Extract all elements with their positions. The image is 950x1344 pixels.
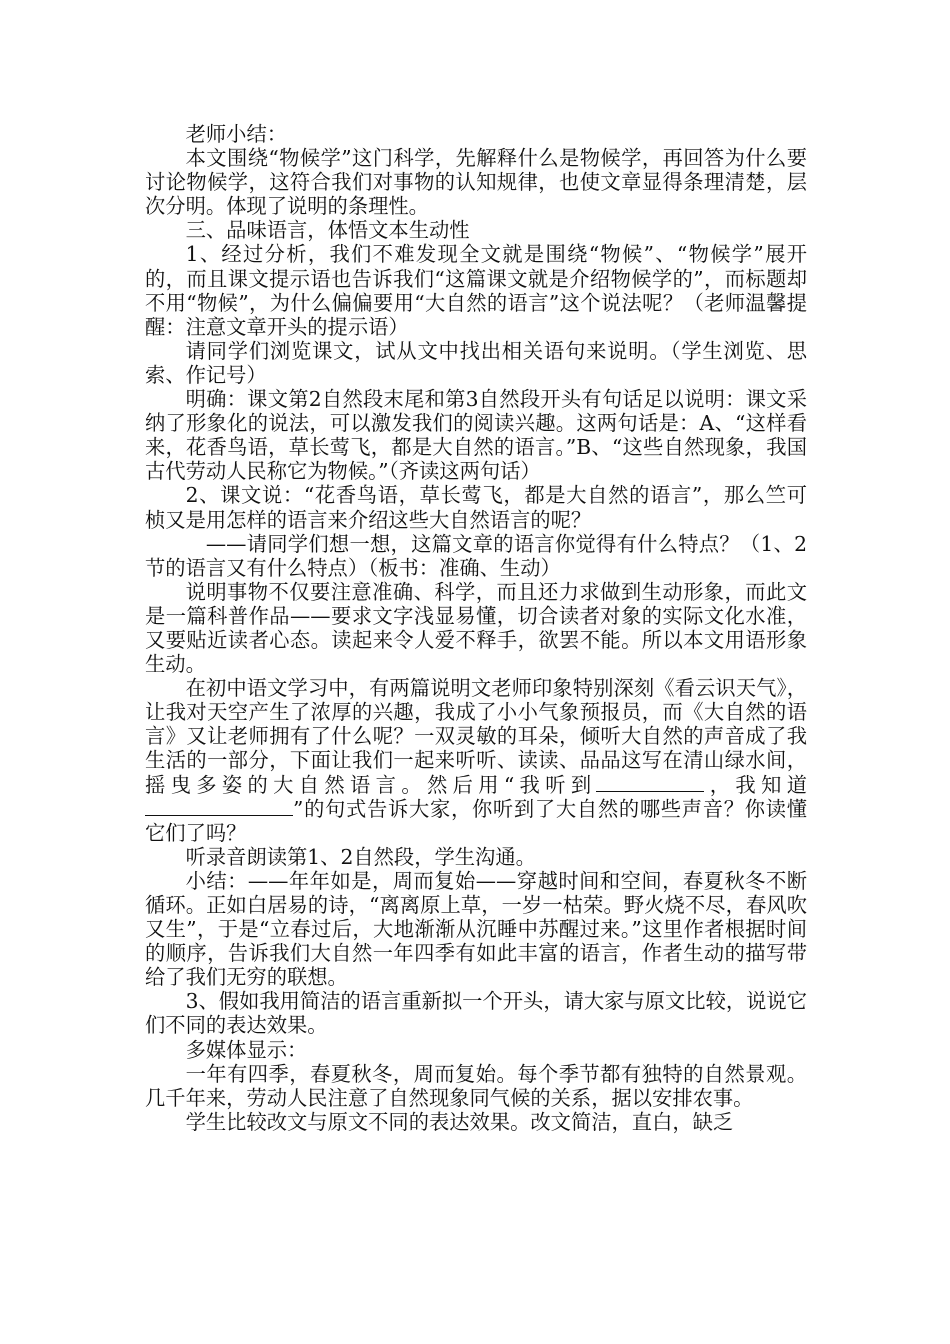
fill-blank-know	[145, 797, 293, 816]
paragraph-teacher-summary-heading: 老师小结：	[185, 122, 288, 146]
section-heading-three: 三、品味语言，体悟文本生动性	[185, 218, 470, 243]
paragraph-question-three: 3、假如我用简洁的语言重新拟一个开头，请大家与原文比较，说说它们不同的表达效果。	[145, 989, 807, 1038]
paragraph-rewritten-opening: 一年有四季，春夏秋冬，周而复始。每个季节都有独特的自然景观。几千年来，劳动人民注意了自然现象同气候的关系，据以安排农事。	[145, 1061, 807, 1110]
paragraph-small-summary: 小结：——年年如是，周而复始——穿越时间和空间，春夏秋冬不断循环。正如白居易的诗，“离离原上草，一岁一枯荣。野火烧不尽，春风吹又生”，于是“立春过后，大地渐渐从沉睡中苏醒过来。”这里作者根据时间的顺序，告诉我们大自然一年四季有如此丰富的语言，作者生动的描写带给了我们无穷的联想。	[145, 868, 807, 990]
fill-blank-heard	[596, 773, 704, 792]
paragraph-listen-recording: 听录音朗读第1、2自然段，学生沟通。	[185, 844, 536, 869]
text-segment: ”的句式告诉大家，你听到了大自然的哪些声音？你读懂它们了吗？	[145, 796, 807, 845]
text-segment: ，我知道	[704, 772, 807, 797]
paragraph-two-essays	[145, 676, 807, 845]
paragraph-student-compare: 学生比较改文与原文不同的表达效果。改文简洁，直白，缺乏	[185, 1109, 734, 1134]
document-page	[145, 122, 807, 1134]
paragraph-summary-body: 本文围绕“物候学”这门科学，先解释什么是物候学，再回答为什么要讨论物候学，这符合我们对事物的认知规律，也使文章显得条理清楚，层次分明。体现了说明的条理性。	[145, 146, 807, 219]
paragraph-browse-text: 请同学们浏览课文，试从文中找出相关语句来说明。（学生浏览、思索、作记号）	[145, 338, 807, 387]
paragraph-question-one: 1、经过分析，我们不难发现全文就是围绕“物候”、“物候学”展开的，而且课文提示语也告诉我们“这篇课文就是介绍物候学的”，而标题却不用“物候”，为什么偏偏要用“大自然的语言”这个说法呢？（老师温馨提醒：注意文章开头的提示语）	[145, 242, 807, 339]
paragraph-question-two: 2、课文说：“花香鸟语，草长莺飞，都是大自然的语言”，那么竺可桢又是用怎样的语言来介绍这些大自然语言的呢？	[145, 483, 807, 532]
paragraph-multimedia-heading: 多媒体显示：	[185, 1037, 308, 1062]
paragraph-clarify: 明确：课文第2自然段末尾和第3自然段开头有句话足以说明：课文采纳了形象化的说法，可以激发我们的阅读兴趣。这两句话是：A、“这样看来，花香鸟语，草长莺飞，都是大自然的语言。”B、“这些自然现象，我国古代劳动人民称它为物候。”（齐读这两句话）	[145, 387, 807, 484]
paragraph-think-about: ——请同学们想一想，这篇文章的语言你觉得有什么特点？（1、2节的语言又有什么特点）（板书：准确、生动）	[145, 531, 807, 580]
paragraph-explain-vivid: 说明事物不仅要注意准确、科学，而且还力求做到生动形象，而此文是一篇科普作品——要求文字浅显易懂，切合读者对象的实际文化水准，又要贴近读者心态。读起来令人爱不释手，欲罢不能。所以本文用语形象生动。	[145, 579, 807, 677]
text-segment: 在初中语文学习中，有两篇说明文老师印象特别深刻《看云识天气》，让我对天空产生了浓厚的兴趣，我成了小小气象预报员，而《大自然的语言》又让老师拥有了什么呢？一双灵敏的耳朵，倾听大自然的声音成了我生活的一部分，下面让我们一起来听听、读读、品品这写在清山绿水间，摇曳多姿的大自然语言。然后用“我听到	[145, 676, 807, 797]
